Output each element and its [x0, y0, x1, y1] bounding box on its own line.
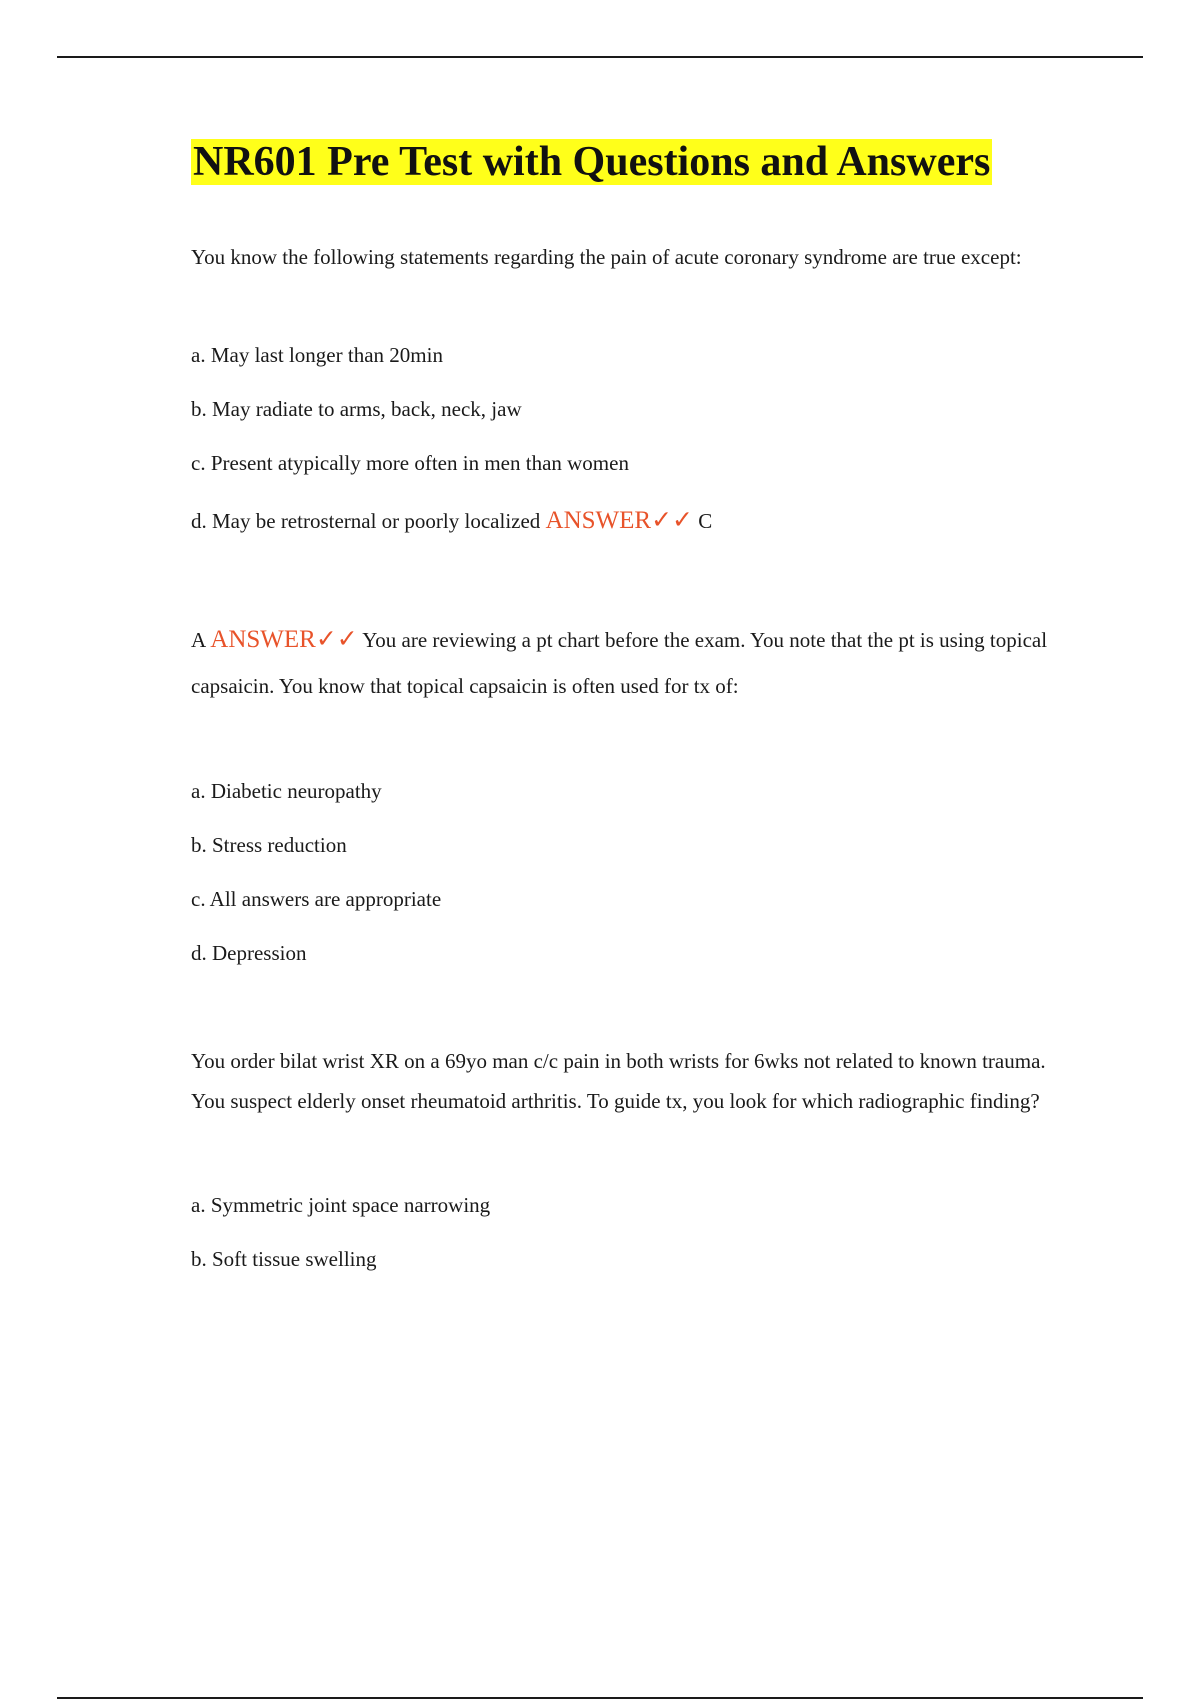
question-1-option-d-text: d. May be retrosternal or poorly localized: [191, 509, 541, 533]
question-3-stem: You order bilat wrist XR on a 69yo man c/c pain in both wrists for 6wks not related to known trauma. You suspect elderly onset rheumatoid arthritis. To guide tx, you look for which radiographic finding?: [191, 1049, 1046, 1113]
answer-label: ANSWER✓✓: [210, 626, 358, 653]
question-2-option-c: c. All answers are appropriate: [191, 887, 442, 911]
document-body: [191, 136, 1071, 1273]
question-2-option-b: b. Stress reduction: [191, 833, 347, 857]
question-1-option-a: a. May last longer than 20min: [191, 343, 443, 367]
answer-label: ANSWER✓✓: [545, 507, 693, 534]
question-2-stem: You are reviewing a pt chart before the exam. You note that the pt is using topical capsaicin. You know that topical capsaicin is often used for tx of:: [191, 628, 1048, 698]
question-1-options: [191, 341, 1071, 535]
question-2-option-d: d. Depression: [191, 941, 307, 965]
question-3: [191, 1041, 1071, 1273]
question-2-options: [191, 777, 1071, 967]
question-3-options: [191, 1191, 1071, 1273]
question-1-answer: C: [698, 509, 713, 533]
question-2: [191, 617, 1071, 967]
question-1-option-b: b. May radiate to arms, back, neck, jaw: [191, 397, 522, 421]
question-1: [191, 237, 1071, 535]
question-1-stem: You know the following statements regarding the pain of acute coronary syndrome are true except:: [191, 245, 1022, 269]
question-2-stem-line: [191, 617, 1071, 709]
question-2-prefix: A: [191, 628, 206, 652]
question-3-option-a: a. Symmetric joint space narrowing: [191, 1193, 491, 1217]
document-title: [191, 136, 1071, 189]
question-1-option-c: c. Present atypically more often in men than women: [191, 451, 629, 475]
question-1-option-d: [191, 507, 1071, 535]
question-2-option-a: a. Diabetic neuropathy: [191, 779, 382, 803]
header-rule: [57, 56, 1143, 58]
title-highlight: NR601 Pre Test with Questions and Answers: [193, 139, 991, 185]
footer-rule: [57, 1697, 1143, 1699]
question-3-option-b: b. Soft tissue swelling: [191, 1247, 377, 1271]
